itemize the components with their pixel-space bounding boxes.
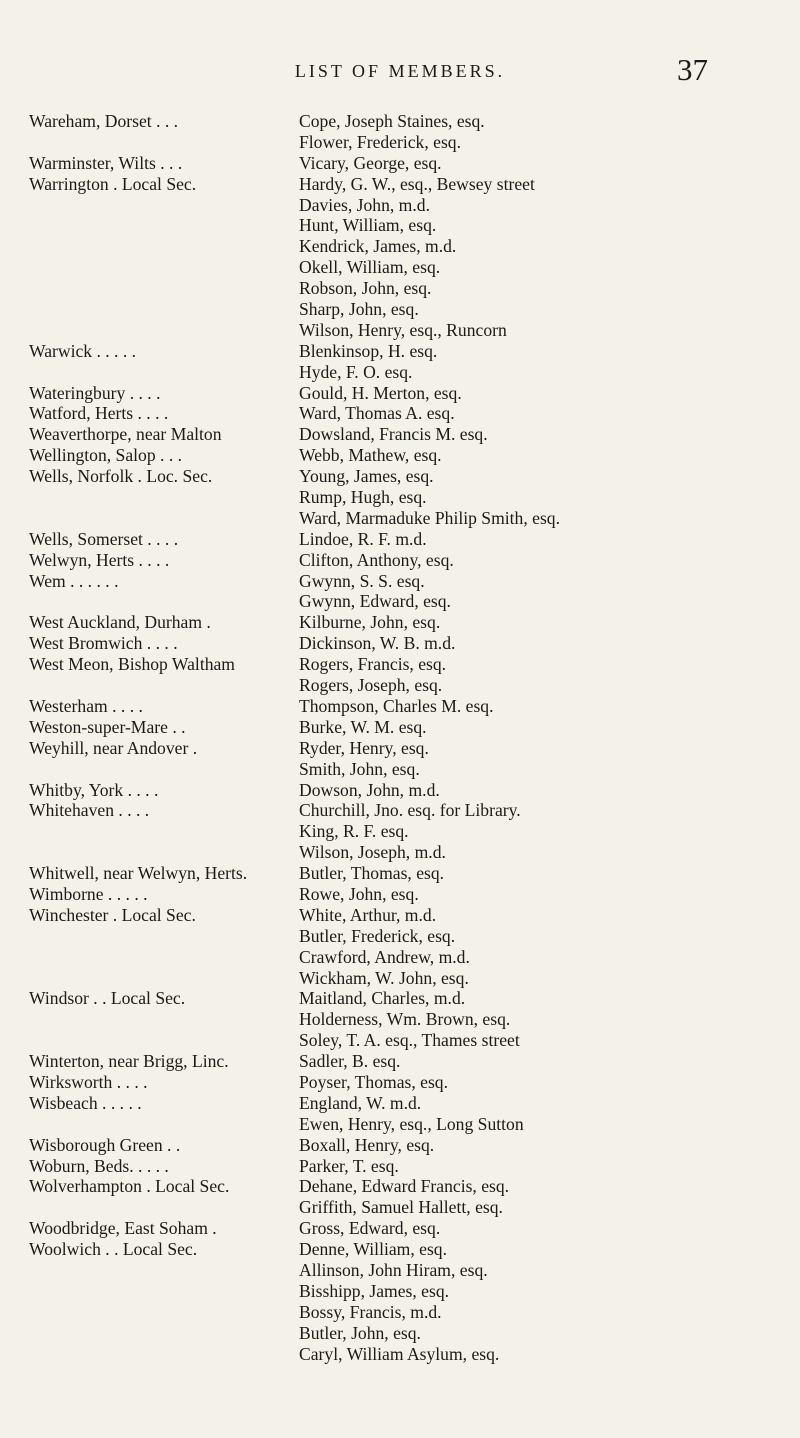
place-name: Windsor . . Local Sec.	[29, 988, 186, 1009]
place-name: Whitwell, near Welwyn, Herts.	[29, 863, 248, 884]
list-row	[0, 320, 800, 341]
member-name: Ward, Thomas A. esq.	[299, 403, 455, 424]
list-row	[0, 424, 800, 445]
list-row	[0, 257, 800, 278]
list-row	[0, 633, 800, 654]
place-name: Wirksworth . . . .	[29, 1071, 148, 1092]
member-name: Burke, W. M. esq.	[299, 716, 427, 737]
place-name: Wellington, Salop . . .	[29, 445, 183, 466]
list-row	[0, 591, 800, 612]
place-name: Warminster, Wilts . . .	[29, 152, 183, 173]
member-name: Wickham, W. John, esq.	[299, 967, 469, 988]
list-row	[0, 905, 800, 926]
list-row	[0, 174, 800, 195]
member-name: Webb, Mathew, esq.	[299, 445, 442, 466]
list-row	[0, 1135, 800, 1156]
member-name: Dehane, Edward Francis, esq.	[299, 1176, 510, 1197]
list-row	[0, 1114, 800, 1135]
member-name: Sharp, John, esq.	[299, 299, 419, 320]
member-name: Hunt, William, esq.	[299, 215, 437, 236]
list-row	[0, 1197, 800, 1218]
place-name: Weaverthorpe, near Malton	[29, 424, 222, 445]
member-name: Lindoe, R. F. m.d.	[299, 528, 427, 549]
list-row	[0, 529, 800, 550]
member-name: Vicary, George, esq.	[299, 152, 442, 173]
list-row	[0, 362, 800, 383]
list-row	[0, 1302, 800, 1323]
place-name: Wisborough Green . .	[29, 1134, 181, 1155]
member-name: Robson, John, esq.	[299, 278, 432, 299]
member-name: Ward, Marmaduke Philip Smith, esq.	[299, 507, 560, 528]
member-name: Sadler, B. esq.	[299, 1051, 401, 1072]
member-name: England, W. m.d.	[299, 1092, 422, 1113]
place-name: Woburn, Beds. . . . .	[29, 1155, 169, 1176]
list-row	[0, 1009, 800, 1030]
list-row	[0, 759, 800, 780]
member-name: Kendrick, James, m.d.	[299, 236, 457, 257]
place-name: Winterton, near Brigg, Linc.	[29, 1051, 229, 1072]
list-row	[0, 1176, 800, 1197]
list-row	[0, 403, 800, 424]
member-name: King, R. F. esq.	[299, 821, 409, 842]
member-name: Crawford, Andrew, m.d.	[299, 946, 470, 967]
list-row	[0, 780, 800, 801]
member-name: Young, James, esq.	[299, 466, 434, 487]
list-row	[0, 968, 800, 989]
member-name: Okell, William, esq.	[299, 257, 441, 278]
list-row	[0, 1030, 800, 1051]
list-row	[0, 947, 800, 968]
member-name: Gross, Edward, esq.	[299, 1218, 441, 1239]
place-name: Warwick . . . . .	[29, 340, 137, 361]
place-name: Wateringbury . . . .	[29, 382, 161, 403]
list-row	[0, 466, 800, 487]
place-name: Weyhill, near Andover .	[29, 737, 198, 758]
member-name: Denne, William, esq.	[299, 1239, 447, 1260]
list-row	[0, 111, 800, 132]
list-row	[0, 1072, 800, 1093]
member-name: Rump, Hugh, esq.	[299, 487, 427, 508]
page-number: 37	[677, 52, 708, 87]
place-name: Welwyn, Herts . . . .	[29, 549, 170, 570]
list-row	[0, 738, 800, 759]
member-name: Wilson, Joseph, m.d.	[299, 842, 446, 863]
list-row	[0, 842, 800, 863]
member-list	[0, 111, 800, 1364]
list-row	[0, 195, 800, 216]
member-name: Parker, T. esq.	[299, 1155, 399, 1176]
list-row	[0, 1344, 800, 1365]
list-row	[0, 445, 800, 466]
member-name: Flower, Frederick, esq.	[299, 131, 461, 152]
member-name: Butler, Frederick, esq.	[299, 925, 456, 946]
place-name: Woodbridge, East Soham .	[29, 1218, 217, 1239]
list-row	[0, 153, 800, 174]
member-name: Cope, Joseph Staines, esq.	[299, 111, 485, 131]
list-row	[0, 1093, 800, 1114]
member-name: Butler, John, esq.	[299, 1322, 421, 1343]
member-name: Ewen, Henry, esq., Long Sutton	[299, 1113, 524, 1134]
place-name: Wareham, Dorset . . .	[29, 111, 179, 131]
place-name: Wem . . . . . .	[29, 570, 119, 591]
list-row	[0, 612, 800, 633]
list-row	[0, 821, 800, 842]
place-name: Wells, Somerset . . . .	[29, 528, 179, 549]
place-name: Whitby, York . . . .	[29, 779, 159, 800]
member-name: Davies, John, m.d.	[299, 194, 430, 215]
place-name: Wells, Norfolk . Loc. Sec.	[29, 466, 213, 487]
list-row	[0, 800, 800, 821]
list-row	[0, 1051, 800, 1072]
member-name: Thompson, Charles M. esq.	[299, 695, 494, 716]
place-name: Watford, Herts . . . .	[29, 403, 169, 424]
member-name: Clifton, Anthony, esq.	[299, 549, 454, 570]
member-name: Blenkinsop, H. esq.	[299, 340, 438, 361]
member-name: Griffith, Samuel Hallett, esq.	[299, 1197, 503, 1218]
list-row	[0, 675, 800, 696]
list-row	[0, 487, 800, 508]
place-name: Warrington . Local Sec.	[29, 173, 197, 194]
place-name: Whitehaven . . . .	[29, 800, 150, 821]
place-name: Wolverhampton . Local Sec.	[29, 1176, 230, 1197]
page-header	[0, 52, 800, 88]
list-row	[0, 1323, 800, 1344]
member-name: Dowson, John, m.d.	[299, 779, 440, 800]
list-row	[0, 696, 800, 717]
list-row	[0, 1156, 800, 1177]
member-name: Wilson, Henry, esq., Runcorn	[299, 319, 507, 340]
list-row	[0, 1218, 800, 1239]
member-name: Bossy, Francis, m.d.	[299, 1301, 442, 1322]
list-row	[0, 1260, 800, 1281]
member-name: Poyser, Thomas, esq.	[299, 1071, 448, 1092]
list-row	[0, 550, 800, 571]
list-row	[0, 571, 800, 592]
place-name: West Auckland, Durham .	[29, 612, 211, 633]
member-name: Hardy, G. W., esq., Bewsey street	[299, 173, 535, 194]
place-name: Winchester . Local Sec.	[29, 904, 196, 925]
list-row	[0, 132, 800, 153]
member-name: Churchill, Jno. esq. for Library.	[299, 800, 521, 821]
member-name: Maitland, Charles, m.d.	[299, 988, 466, 1009]
member-name: Gwynn, Edward, esq.	[299, 591, 451, 612]
place-name: Weston-super-Mare . .	[29, 716, 186, 737]
member-name: Rowe, John, esq.	[299, 883, 419, 904]
member-name: White, Arthur, m.d.	[299, 904, 437, 925]
member-name: Hyde, F. O. esq.	[299, 361, 413, 382]
list-row	[0, 988, 800, 1009]
member-name: Rogers, Joseph, esq.	[299, 675, 443, 696]
member-name: Rogers, Francis, esq.	[299, 654, 447, 675]
member-name: Soley, T. A. esq., Thames street	[299, 1030, 520, 1051]
place-name: Woolwich . . Local Sec.	[29, 1239, 198, 1260]
member-name: Bisshipp, James, esq.	[299, 1280, 450, 1301]
list-row	[0, 508, 800, 529]
list-row	[0, 278, 800, 299]
place-name: Wimborne . . . . .	[29, 883, 148, 904]
member-name: Ryder, Henry, esq.	[299, 737, 429, 758]
member-name: Dowsland, Francis M. esq.	[299, 424, 488, 445]
list-row	[0, 1281, 800, 1302]
list-row	[0, 926, 800, 947]
list-row	[0, 236, 800, 257]
member-name: Gould, H. Merton, esq.	[299, 382, 462, 403]
running-title: LIST OF MEMBERS.	[294, 61, 506, 81]
list-row	[0, 654, 800, 675]
member-name: Butler, Thomas, esq.	[299, 863, 445, 884]
member-name: Smith, John, esq.	[299, 758, 420, 779]
member-name: Caryl, William Asylum, esq.	[299, 1343, 500, 1364]
member-name: Boxall, Henry, esq.	[299, 1134, 435, 1155]
list-row	[0, 863, 800, 884]
member-name: Gwynn, S. S. esq.	[299, 570, 425, 591]
list-row	[0, 717, 800, 738]
list-row	[0, 1239, 800, 1260]
place-name: West Meon, Bishop Waltham	[29, 654, 235, 675]
member-name: Holderness, Wm. Brown, esq.	[299, 1009, 511, 1030]
list-row	[0, 299, 800, 320]
member-name: Kilburne, John, esq.	[299, 612, 441, 633]
list-row	[0, 383, 800, 404]
list-row	[0, 884, 800, 905]
place-name: Westerham . . . .	[29, 695, 143, 716]
place-name: Wisbeach . . . . .	[29, 1092, 142, 1113]
list-row	[0, 341, 800, 362]
list-row	[0, 215, 800, 236]
member-name: Dickinson, W. B. m.d.	[299, 633, 456, 654]
place-name: West Bromwich . . . .	[29, 633, 178, 654]
member-name: Allinson, John Hiram, esq.	[299, 1259, 488, 1280]
